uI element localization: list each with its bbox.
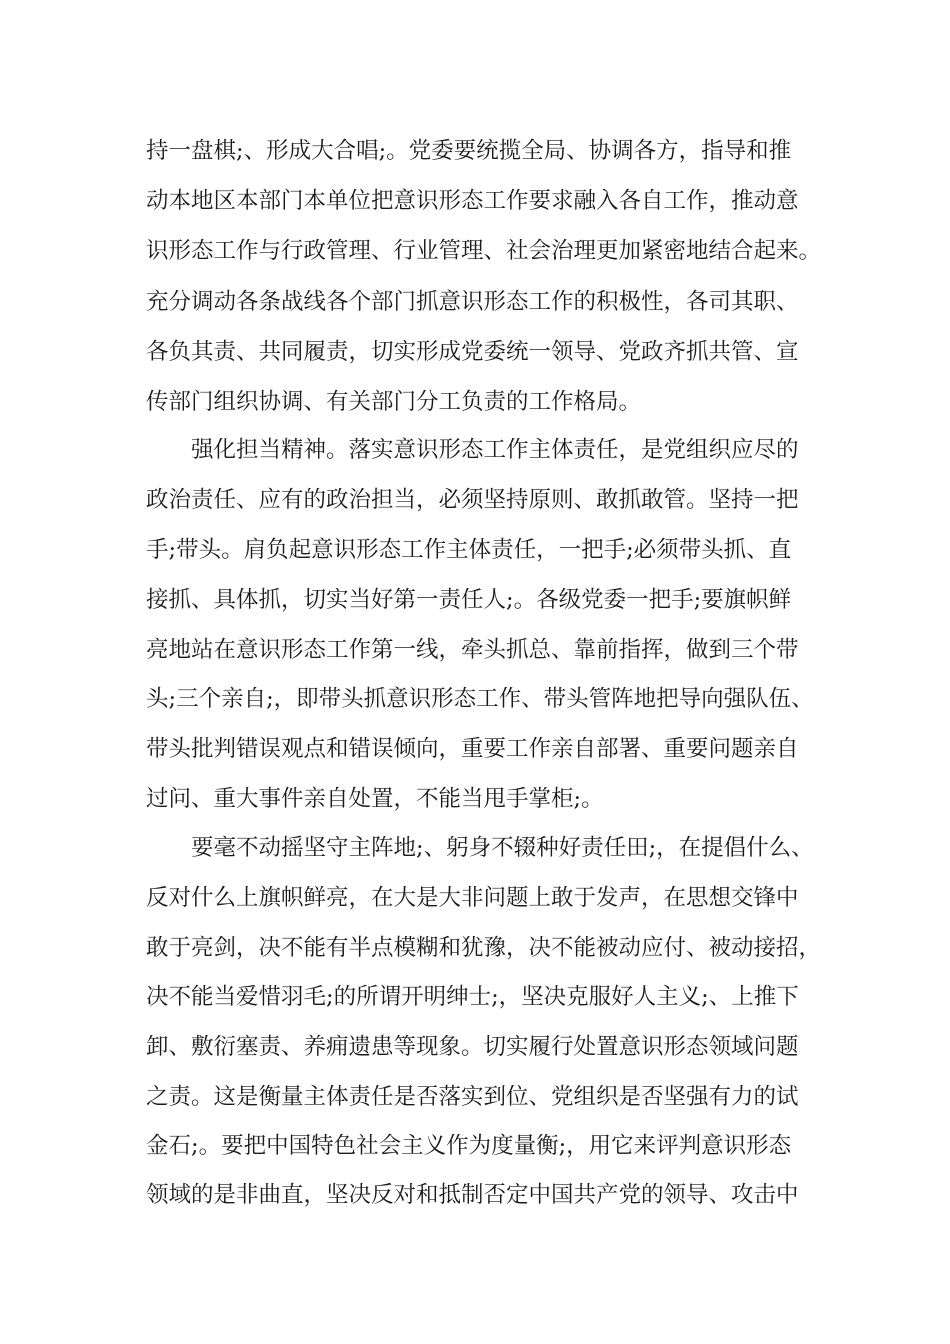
text-line: 金石;。要把中国特色社会主义作为度量衡;，用它来评判意识形态 — [146, 1133, 792, 1159]
paragraph-start-line: 强化担当精神。落实意识形态工作主体责任，是党组织应尽的 — [191, 437, 799, 463]
text-line: 头;三个亲自;，即带头抓意识形态工作、带头管阵地把导向强队伍、 — [146, 686, 814, 712]
text-line: 传部门组织协调、有关部门分工负责的工作格局。 — [146, 389, 642, 415]
text-line: 充分调动各条战线各个部门抓意识形态工作的积极性，各司其职、 — [146, 289, 799, 315]
text-line: 政治责任、应有的政治担当，必须坚持原则、敢抓敢管。坚持一把 — [146, 487, 799, 513]
text-line: 带头批判错误观点和错误倾向，重要工作亲自部署、重要问题亲自 — [146, 736, 799, 762]
text-line: 手;带头。肩负起意识形态工作主体责任，一把手;必须带头抓、直 — [146, 537, 792, 563]
text-line: 各负其责、共同履责，切实形成党委统一领导、党政齐抓共管、宣 — [146, 339, 799, 365]
text-line: 亮地站在意识形态工作第一线，牵头抓总、靠前指挥，做到三个带 — [146, 637, 799, 663]
text-line: 动本地区本部门本单位把意识形态工作要求融入各自工作，推动意 — [146, 188, 799, 214]
text-line: 决不能当爱惜羽毛;的所谓开明绅士;，坚决克服好人主义;、上推下 — [146, 984, 799, 1010]
text-line: 过问、重大事件亲自处置，不能当甩手掌柜;。 — [146, 786, 604, 812]
text-line: 之责。这是衡量主体责任是否落实到位、党组织是否坚强有力的试 — [146, 1084, 799, 1110]
paragraph-start-line: 要毫不动摇坚守主阵地;、躬身不辍种好责任田;，在提倡什么、 — [191, 835, 814, 861]
text-line: 持一盘棋;、形成大合唱;。党委要统揽全局、协调各方，指导和推 — [146, 138, 792, 164]
text-line: 领域的是非曲直，坚决反对和抵制否定中国共产党的领导、攻击中 — [146, 1182, 799, 1208]
text-line: 反对什么上旗帜鲜亮，在大是大非问题上敢于发声，在思想交锋中 — [146, 885, 799, 911]
text-line: 接抓、具体抓，切实当好第一责任人;。各级党委一把手;要旗帜鲜 — [146, 587, 792, 613]
text-line: 识形态工作与行政管理、行业管理、社会治理更加紧密地结合起来。 — [146, 238, 822, 264]
text-line: 卸、敷衍塞责、养痈遗患等现象。切实履行处置意识形态领域问题 — [146, 1034, 799, 1060]
text-line: 敢于亮剑，决不能有半点模糊和犹豫，决不能被动应付、被动接招， — [146, 935, 822, 961]
